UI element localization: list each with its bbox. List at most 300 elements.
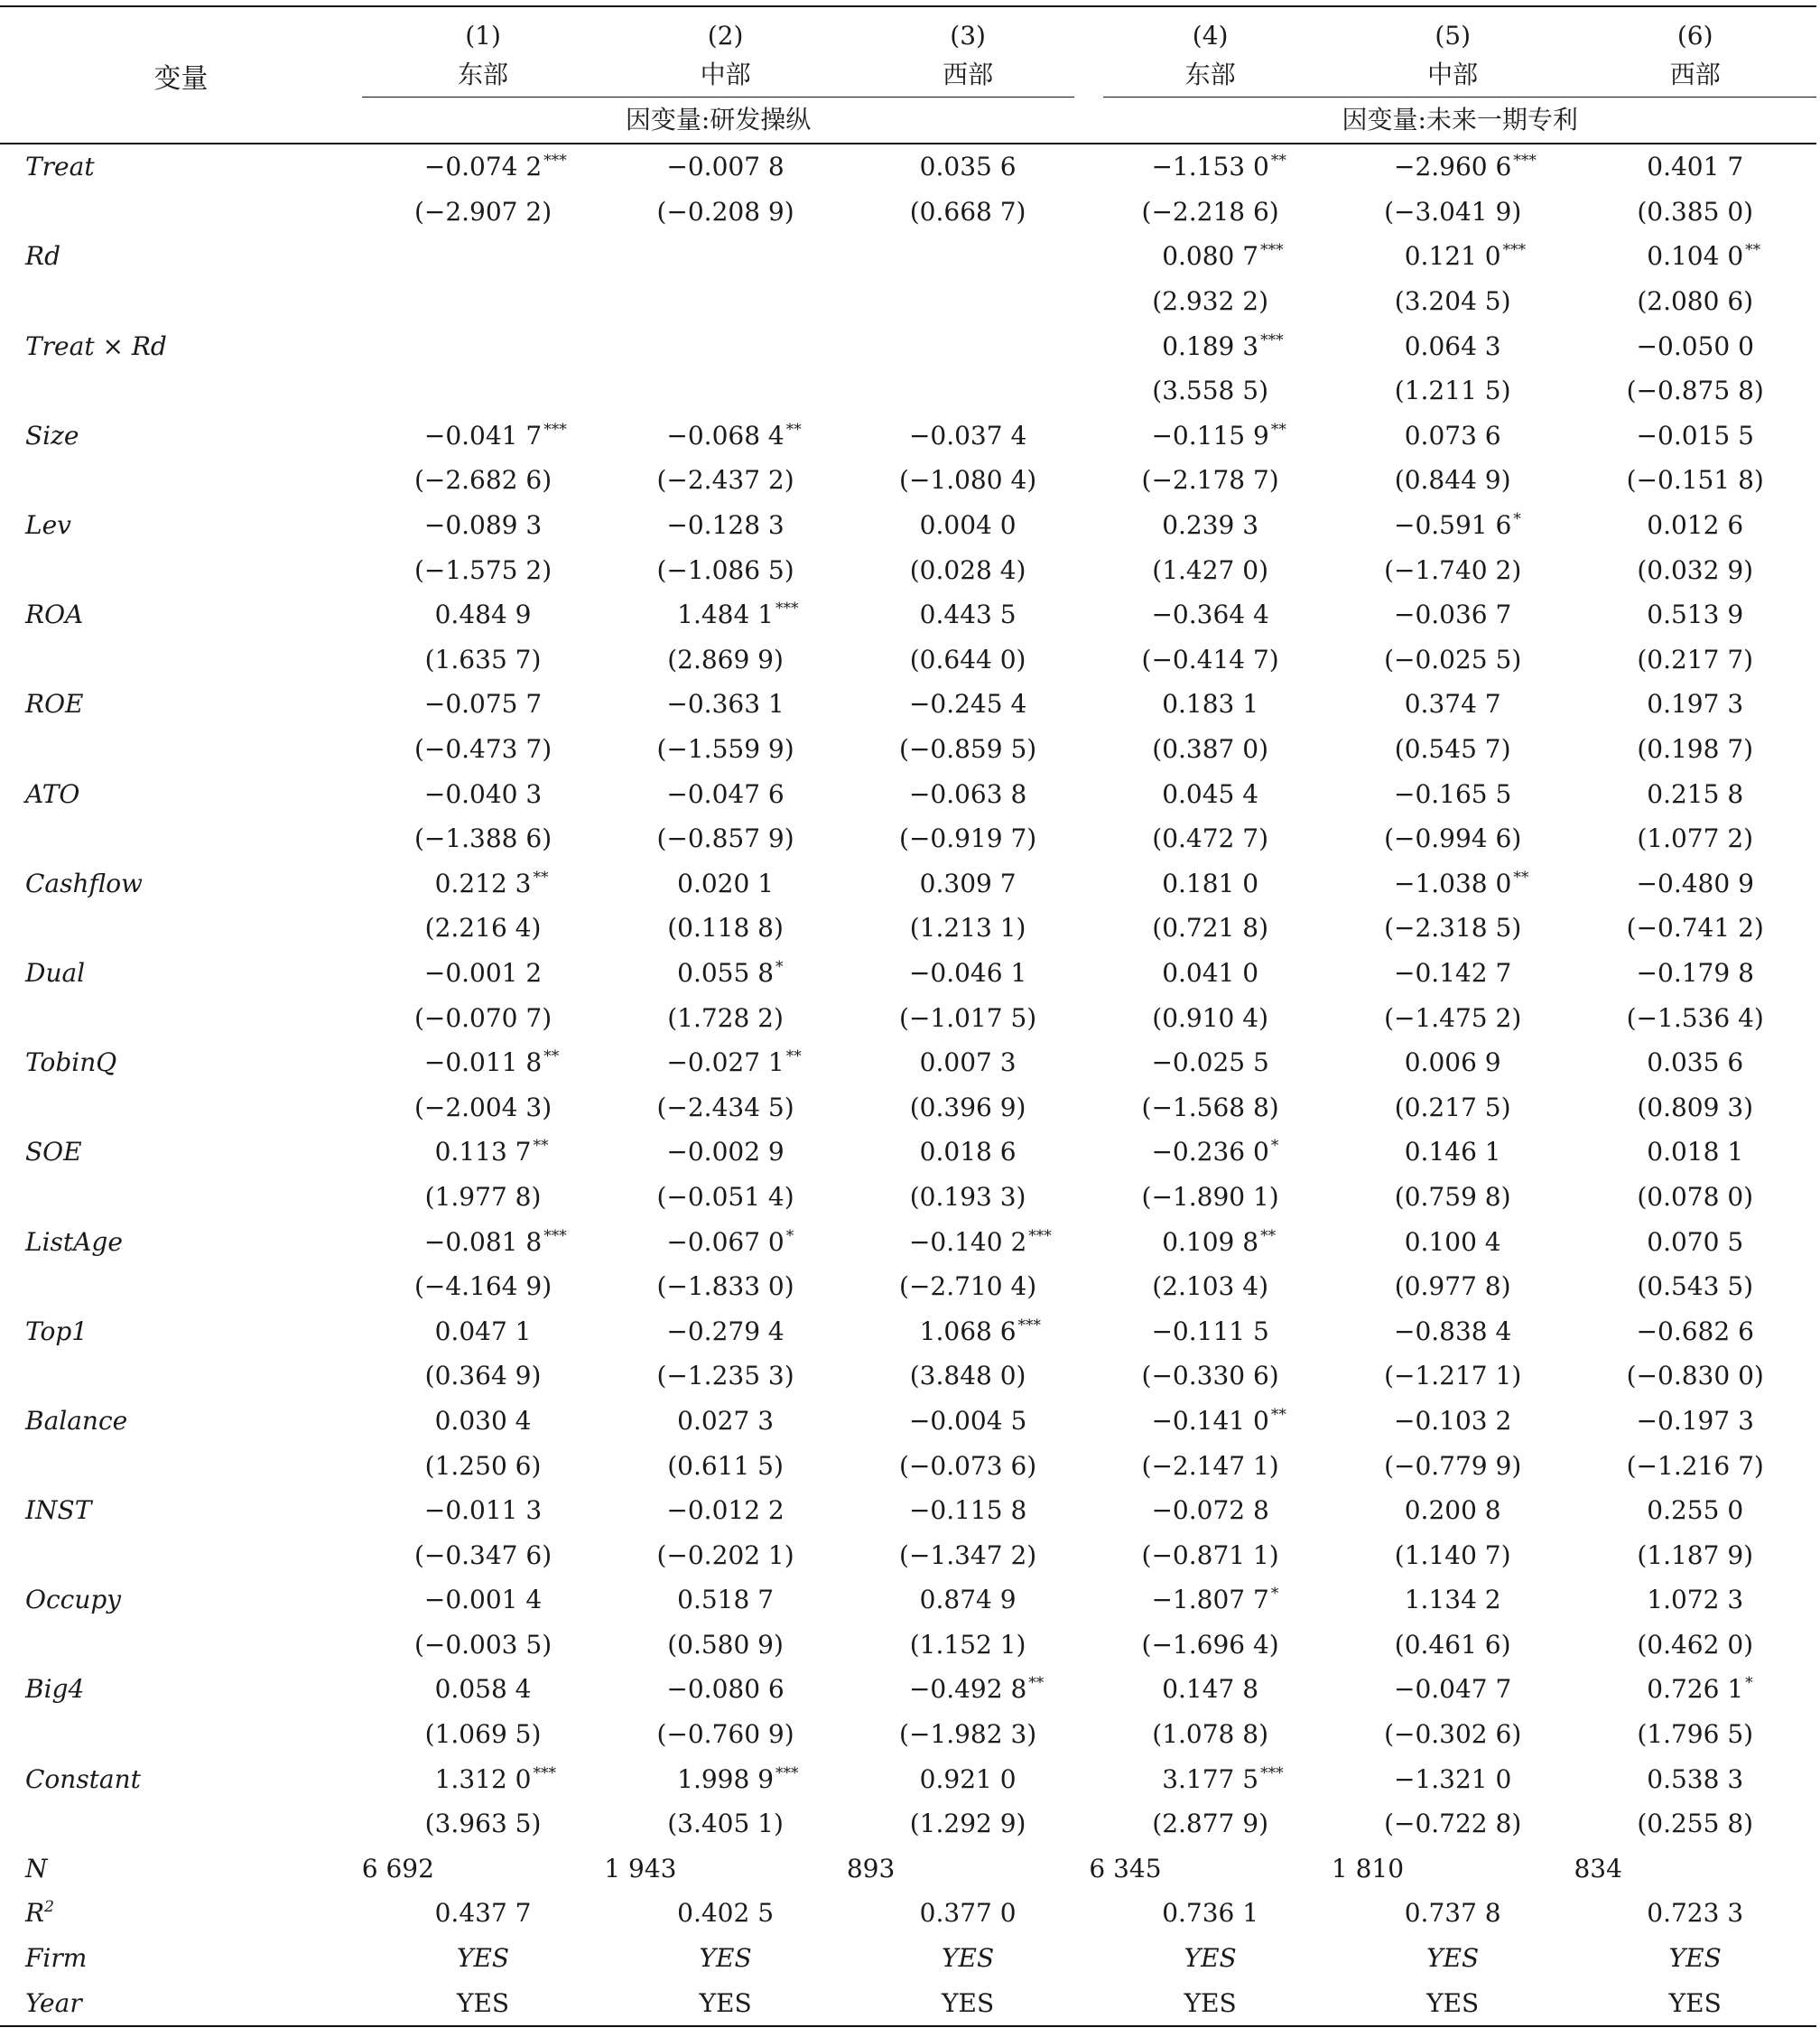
t-statistic-cell: (−1.559 9)	[656, 734, 794, 765]
t-statistic-cell: (2.877 9)	[1152, 1809, 1268, 1839]
significance-stars: **	[1270, 152, 1286, 171]
significance-stars: ***	[1028, 1226, 1052, 1245]
coefficient-value: 0.183 1	[1162, 689, 1259, 720]
region-label: 东部	[1184, 60, 1236, 89]
footer-value: 0.736 1	[1162, 1898, 1259, 1929]
col-number: (5)	[1435, 21, 1471, 51]
variable-name: TobinQ	[25, 1047, 117, 1078]
coefficient-cell	[1332, 1130, 1574, 1175]
coefficient-cell	[847, 1488, 1090, 1533]
t-statistic-cell	[847, 368, 1090, 414]
t-statistic-cell: (0.721 8)	[1152, 913, 1268, 944]
coefficient-value: −2.960 6	[1394, 152, 1512, 182]
t-statistic-cell: (−1.696 4)	[1141, 1629, 1279, 1660]
region-label: 中部	[1427, 60, 1479, 89]
t-statistic-cell: (−1.388 6)	[413, 823, 552, 854]
footer-value: YES	[1668, 1987, 1722, 2018]
footer-value: 0.377 0	[919, 1898, 1017, 1929]
t-statistic-cell: (3.405 1)	[667, 1809, 784, 1839]
t-statistic-cell: (−1.833 0)	[656, 1271, 794, 1302]
coefficient-cell	[362, 414, 605, 459]
t-statistic-cell: (0.759 8)	[1394, 1181, 1511, 1212]
footer-value: YES	[1426, 1943, 1480, 1974]
table-row	[0, 1130, 1816, 1175]
region-label: 西部	[1669, 60, 1721, 89]
coefficient-cell	[1332, 503, 1574, 548]
coefficient-cell	[604, 1308, 847, 1353]
coefficient-cell	[1089, 951, 1332, 996]
group-label-rd-manipulation: 因变量:研发操纵	[362, 97, 1075, 143]
coefficient-cell	[1089, 592, 1332, 637]
coefficient-cell	[1332, 144, 1574, 190]
table-row-tstat	[0, 637, 1816, 683]
coefficient-cell	[847, 1756, 1090, 1801]
coefficient-value: −0.001 4	[423, 1585, 543, 1615]
coefficient-cell	[1574, 414, 1816, 459]
t-statistic-cell: (0.078 0)	[1637, 1181, 1754, 1212]
variable-name: Constant	[25, 1763, 141, 1794]
t-statistic-cell: (−2.907 2)	[413, 196, 552, 227]
coefficient-cell	[1574, 1130, 1816, 1175]
coefficient-value: −0.080 6	[666, 1674, 785, 1705]
coefficient-value: 0.058 4	[434, 1674, 532, 1705]
coefficient-cell	[1332, 1488, 1574, 1533]
coefficient-value: −0.492 8	[908, 1674, 1027, 1705]
coefficient-value: 0.121 0	[1404, 241, 1501, 272]
group-label-future-patent: 因变量:未来一期专利	[1103, 97, 1816, 143]
col-number: (2)	[707, 21, 744, 51]
table-row-tstat	[0, 906, 1816, 951]
t-statistic-cell: (0.668 7)	[909, 196, 1026, 227]
coefficient-value: −0.103 2	[1394, 1405, 1512, 1436]
t-statistic-cell: (0.364 9)	[424, 1361, 542, 1391]
t-statistic-cell: (0.387 0)	[1152, 734, 1268, 765]
coefficient-cell	[604, 414, 847, 459]
empty-cell	[0, 1443, 362, 1488]
t-statistic-cell: (1.152 1)	[909, 1629, 1026, 1660]
coefficient-value: −0.011 3	[423, 1495, 543, 1526]
coefficient-value: −0.142 7	[1394, 957, 1512, 988]
significance-stars: ***	[775, 1763, 799, 1782]
coefficient-cell	[1089, 323, 1332, 368]
table-row	[0, 1219, 1816, 1264]
table-row-tstat	[0, 1443, 1816, 1488]
table-row	[0, 1040, 1816, 1085]
t-statistic-cell: (−0.859 5)	[899, 734, 1037, 765]
t-statistic-cell: (0.809 3)	[1637, 1092, 1754, 1122]
coefficient-value: 1.072 3	[1647, 1585, 1744, 1615]
t-statistic-cell: (1.140 7)	[1394, 1539, 1511, 1570]
coefficient-cell	[1574, 1756, 1816, 1801]
t-statistic-cell	[362, 279, 605, 324]
coefficient-value: −1.038 0	[1394, 868, 1512, 898]
significance-stars: **	[543, 1047, 560, 1066]
superscript: 2	[44, 1898, 54, 1917]
empty-cell	[0, 547, 362, 592]
table-header	[0, 6, 1816, 144]
coefficient-value: 0.064 3	[1404, 330, 1501, 361]
t-statistic-cell: (0.255 8)	[1637, 1809, 1754, 1839]
coefficient-cell	[1574, 1577, 1816, 1623]
coefficient-value: 0.212 3	[434, 868, 532, 898]
coefficient-value: 0.401 7	[1647, 152, 1744, 182]
coefficient-cell	[1574, 234, 1816, 279]
t-statistic-cell: (−0.151 8)	[1626, 465, 1764, 496]
coefficient-cell	[1332, 1219, 1574, 1264]
coefficient-value: −0.027 1	[666, 1047, 785, 1078]
t-statistic-cell	[604, 368, 847, 414]
coefficient-value: −0.140 2	[908, 1226, 1027, 1257]
t-statistic-cell: (0.217 7)	[1637, 644, 1754, 674]
coefficient-cell	[362, 1308, 605, 1353]
variable-name: Size	[25, 420, 79, 451]
coefficient-value: −0.279 4	[666, 1316, 785, 1346]
t-statistic-cell: (−0.003 5)	[413, 1629, 552, 1660]
footer-value: 0.437 7	[434, 1898, 532, 1929]
coefficient-cell	[604, 323, 847, 368]
coefficient-cell	[847, 1219, 1090, 1264]
t-statistic-cell: (−2.178 7)	[1141, 465, 1279, 496]
coefficient-cell	[1332, 1040, 1574, 1085]
empty-cell	[0, 816, 362, 861]
coefficient-value: −0.004 5	[908, 1405, 1027, 1436]
t-statistic-cell: (−0.473 7)	[413, 734, 552, 765]
t-statistic-cell: (1.187 9)	[1637, 1539, 1754, 1570]
variable-name: Treat	[25, 152, 95, 182]
table-row-tstat	[0, 1084, 1816, 1130]
coefficient-value: −0.001 2	[423, 957, 543, 988]
coefficient-cell	[362, 1130, 605, 1175]
t-statistic-cell: (1.077 2)	[1637, 823, 1754, 854]
t-statistic-cell: (1.728 2)	[667, 1002, 784, 1033]
coefficient-value: −0.068 4	[666, 420, 785, 451]
t-statistic-cell: (−2.437 2)	[656, 465, 794, 496]
coefficient-value: 0.874 9	[919, 1585, 1017, 1615]
significance-stars: **	[533, 868, 549, 887]
coefficient-value: 0.100 4	[1404, 1226, 1501, 1257]
col-number: (3)	[950, 21, 986, 51]
coefficient-value: 0.189 3	[1162, 330, 1259, 361]
coefficient-cell	[1332, 323, 1574, 368]
significance-stars: *	[1745, 1674, 1753, 1693]
coefficient-cell	[1574, 951, 1816, 996]
coefficient-cell	[362, 771, 605, 816]
coefficient-cell	[1089, 1667, 1332, 1712]
empty-cell	[0, 368, 362, 414]
regression-table-wrapper	[0, 5, 1816, 2027]
t-statistic-cell: (0.028 4)	[909, 554, 1026, 585]
significance-stars: ***	[1260, 241, 1284, 260]
table-row-tstat	[0, 368, 1816, 414]
coefficient-value: 0.080 7	[1162, 241, 1259, 272]
t-statistic-cell: (0.543 5)	[1637, 1271, 1754, 1302]
coefficient-cell	[1089, 1756, 1332, 1801]
coefficient-value: 0.518 7	[677, 1585, 775, 1615]
t-statistic-cell: (−2.218 6)	[1141, 196, 1279, 227]
coefficient-cell	[362, 1399, 605, 1444]
coefficient-value: −0.128 3	[666, 510, 785, 541]
footer-value: YES	[456, 1987, 510, 2018]
t-statistic-cell: (−1.536 4)	[1626, 1002, 1764, 1033]
significance-stars: **	[1028, 1674, 1045, 1693]
coefficient-cell	[1089, 1577, 1332, 1623]
coefficient-value: 0.030 4	[434, 1405, 532, 1436]
table-row	[0, 503, 1816, 548]
footer-value: YES	[1426, 1987, 1480, 2018]
coefficient-cell	[604, 951, 847, 996]
coefficient-cell	[362, 503, 605, 548]
coefficient-value: 0.007 3	[919, 1047, 1017, 1078]
coefficient-cell	[1089, 503, 1332, 548]
coefficient-value: −0.364 4	[1151, 600, 1269, 630]
coefficient-cell	[362, 1667, 605, 1712]
coefficient-value: −1.807 7	[1151, 1585, 1269, 1615]
coefficient-value: 0.006 9	[1404, 1047, 1501, 1078]
significance-stars: *	[1270, 1137, 1279, 1156]
variable-name: ListAge	[25, 1226, 123, 1257]
variable-header: 变量	[153, 63, 209, 95]
coefficient-value: 0.255 0	[1647, 1495, 1744, 1526]
t-statistic-cell: (1.250 6)	[424, 1450, 542, 1481]
coefficient-cell	[604, 1756, 847, 1801]
coefficient-cell	[847, 771, 1090, 816]
significance-stars: *	[775, 957, 784, 976]
coefficient-cell	[1089, 1399, 1332, 1444]
t-statistic-cell: (1.796 5)	[1637, 1719, 1754, 1750]
coefficient-value: 1.998 9	[677, 1763, 775, 1794]
t-statistic-cell: (1.069 5)	[424, 1719, 542, 1750]
significance-stars: **	[1513, 868, 1529, 887]
table-row	[0, 1846, 1816, 1892]
coefficient-value: 1.134 2	[1404, 1585, 1501, 1615]
t-statistic-cell: (0.032 9)	[1637, 554, 1754, 585]
coefficient-value: 0.045 4	[1162, 778, 1259, 809]
variable-name: ROA	[25, 600, 84, 630]
coefficient-cell	[1332, 682, 1574, 727]
coefficient-cell	[847, 234, 1090, 279]
empty-cell	[0, 1084, 362, 1130]
coefficient-value: 0.726 1	[1647, 1674, 1744, 1705]
coefficient-cell	[1089, 771, 1332, 816]
region-label: 东部	[458, 60, 509, 89]
coefficient-value: −0.037 4	[908, 420, 1027, 451]
footer-value: 1 810	[1331, 1853, 1405, 1884]
coefficient-cell	[1574, 1219, 1816, 1264]
t-statistic-cell: (0.977 8)	[1394, 1271, 1511, 1302]
table-row	[0, 1891, 1816, 1936]
t-statistic-cell: (−0.302 6)	[1384, 1719, 1522, 1750]
coefficient-cell	[847, 592, 1090, 637]
variable-name: Lev	[25, 510, 71, 541]
footer-value: YES	[456, 1943, 510, 1974]
t-statistic-cell: (−0.857 9)	[656, 823, 794, 854]
coefficient-value: −0.012 2	[666, 1495, 785, 1526]
coefficient-value: −0.046 1	[908, 957, 1027, 988]
coefficient-cell	[1574, 323, 1816, 368]
coefficient-cell	[362, 1219, 605, 1264]
t-statistic-cell: (−1.017 5)	[899, 1002, 1037, 1033]
coefficient-cell	[1574, 771, 1816, 816]
significance-stars: ***	[543, 152, 567, 171]
coefficient-cell	[1089, 682, 1332, 727]
t-statistic-cell: (−2.147 1)	[1141, 1450, 1279, 1481]
coefficient-value: 0.146 1	[1404, 1137, 1501, 1167]
t-statistic-cell: (−0.070 7)	[413, 1002, 552, 1033]
coefficient-value: 1.312 0	[434, 1763, 532, 1794]
coefficient-value: 0.200 8	[1404, 1495, 1501, 1526]
t-statistic-cell: (−0.919 7)	[899, 823, 1037, 854]
coefficient-cell	[362, 1577, 605, 1623]
t-statistic-cell: (1.427 0)	[1152, 554, 1268, 585]
table-row	[0, 1667, 1816, 1712]
t-statistic-cell	[847, 279, 1090, 324]
coefficient-cell	[1574, 861, 1816, 907]
coefficient-value: −1.153 0	[1151, 152, 1269, 182]
row-label: N	[25, 1853, 48, 1884]
coefficient-value: −0.063 8	[908, 778, 1027, 809]
coefficient-value: 0.513 9	[1647, 600, 1744, 630]
t-statistic-cell: (3.848 0)	[909, 1361, 1026, 1391]
t-statistic-cell: (−0.875 8)	[1626, 376, 1764, 406]
coefficient-cell	[1332, 1577, 1574, 1623]
t-statistic-cell: (−3.041 9)	[1384, 196, 1522, 227]
empty-cell	[0, 1264, 362, 1309]
empty-cell	[0, 637, 362, 683]
t-statistic-cell: (−1.568 8)	[1141, 1092, 1279, 1122]
t-statistic-cell: (1.213 1)	[909, 913, 1026, 944]
t-statistic-cell: (−0.722 8)	[1384, 1809, 1522, 1839]
coefficient-value: −0.591 6	[1394, 510, 1512, 541]
empty-cell	[0, 1532, 362, 1577]
t-statistic-cell: (−1.235 3)	[656, 1361, 794, 1391]
coefficient-cell	[1574, 1667, 1816, 1712]
coefficient-value: 3.177 5	[1162, 1763, 1259, 1794]
coefficient-value: −0.002 9	[666, 1137, 785, 1167]
table-row	[0, 414, 1816, 459]
table-row	[0, 1488, 1816, 1533]
empty-cell	[0, 458, 362, 503]
coefficient-cell	[1089, 1130, 1332, 1175]
coefficient-cell	[604, 1488, 847, 1533]
t-statistic-cell: (−2.318 5)	[1384, 913, 1522, 944]
table-row	[0, 1936, 1816, 1981]
t-statistic-cell: (0.198 7)	[1637, 734, 1754, 765]
t-statistic-cell: (3.963 5)	[424, 1809, 542, 1839]
table-row-tstat	[0, 547, 1816, 592]
table-row	[0, 1980, 1816, 2026]
coefficient-value: −0.682 6	[1636, 1316, 1754, 1346]
coefficient-cell	[604, 503, 847, 548]
coefficient-value: 0.018 6	[919, 1137, 1017, 1167]
coefficient-cell	[847, 1399, 1090, 1444]
coefficient-value: −0.111 5	[1151, 1316, 1269, 1346]
coefficient-value: 0.147 8	[1162, 1674, 1259, 1705]
coefficient-cell	[847, 414, 1090, 459]
t-statistic-cell: (−2.434 5)	[656, 1092, 794, 1122]
t-statistic-cell: (1.211 5)	[1394, 376, 1511, 406]
t-statistic-cell: (1.078 8)	[1152, 1719, 1268, 1750]
coefficient-value: 0.012 6	[1647, 510, 1744, 541]
coefficient-cell	[1574, 1040, 1816, 1085]
variable-name: ATO	[25, 778, 80, 809]
table-row-tstat	[0, 190, 1816, 235]
region-label: 西部	[942, 60, 994, 89]
t-statistic-cell: (0.844 9)	[1394, 465, 1511, 496]
significance-stars: **	[533, 1137, 549, 1156]
coefficient-value: −0.245 4	[908, 689, 1027, 720]
table-row-tstat	[0, 1801, 1816, 1846]
coefficient-cell	[1332, 951, 1574, 996]
significance-stars: **	[1745, 241, 1761, 260]
variable-name: Top1	[25, 1316, 88, 1346]
footer-value: 0.402 5	[677, 1898, 775, 1929]
coefficient-cell	[1089, 414, 1332, 459]
t-statistic-cell: (0.217 5)	[1394, 1092, 1511, 1122]
variable-name: Rd	[25, 241, 61, 272]
table-row-tstat	[0, 727, 1816, 772]
coefficient-cell	[1089, 1219, 1332, 1264]
coefficient-value: 0.104 0	[1647, 241, 1744, 272]
coefficient-value: 0.309 7	[919, 868, 1017, 898]
coefficient-value: 0.020 1	[677, 868, 775, 898]
coefficient-cell	[847, 1667, 1090, 1712]
t-statistic-cell: (−0.760 9)	[656, 1719, 794, 1750]
coefficient-value: 0.215 8	[1647, 778, 1744, 809]
coefficient-cell	[847, 323, 1090, 368]
t-statistic-cell: (2.080 6)	[1637, 286, 1754, 317]
coefficient-value: 0.484 9	[434, 600, 532, 630]
footer-value: 0.737 8	[1404, 1898, 1501, 1929]
t-statistic-cell	[604, 279, 847, 324]
empty-cell	[0, 995, 362, 1040]
t-statistic-cell: (−1.740 2)	[1384, 554, 1522, 585]
t-statistic-cell: (−2.710 4)	[899, 1271, 1037, 1302]
footer-value: 0.723 3	[1647, 1898, 1744, 1929]
t-statistic-cell: (−0.414 7)	[1141, 644, 1279, 674]
footer-value: 6 345	[1089, 1853, 1162, 1884]
t-statistic-cell: (0.580 9)	[667, 1629, 784, 1660]
variable-name: Big4	[25, 1674, 85, 1705]
coefficient-cell	[1332, 861, 1574, 907]
footer-value: 1 943	[604, 1853, 677, 1884]
coefficient-value: 0.073 6	[1404, 420, 1501, 451]
table-row-tstat	[0, 1175, 1816, 1220]
row-label: Year	[25, 1987, 82, 2018]
coefficient-cell	[604, 861, 847, 907]
coefficient-value: −0.165 5	[1394, 778, 1512, 809]
t-statistic-cell: (0.910 4)	[1152, 1002, 1268, 1033]
table-row	[0, 323, 1816, 368]
table-row	[0, 1577, 1816, 1623]
empty-cell	[0, 1353, 362, 1399]
footer-value: YES	[1184, 1987, 1237, 2018]
coefficient-value: 0.035 6	[919, 152, 1017, 182]
significance-stars: ***	[1513, 152, 1537, 171]
coefficient-cell	[362, 234, 605, 279]
coefficient-value: −0.480 9	[1636, 868, 1754, 898]
coefficient-value: 0.109 8	[1162, 1226, 1259, 1257]
variable-name: Cashflow	[25, 868, 144, 898]
significance-stars: ***	[1502, 241, 1527, 260]
coefficient-value: −0.047 7	[1394, 1674, 1512, 1705]
t-statistic-cell: (2.216 4)	[424, 913, 542, 944]
t-statistic-cell: (1.292 9)	[909, 1809, 1026, 1839]
coefficient-value: −0.072 8	[1151, 1495, 1269, 1526]
coefficient-value: 0.921 0	[919, 1763, 1017, 1794]
coefficient-cell	[847, 503, 1090, 548]
t-statistic-cell: (0.472 7)	[1152, 823, 1268, 854]
coefficient-cell	[1332, 1667, 1574, 1712]
